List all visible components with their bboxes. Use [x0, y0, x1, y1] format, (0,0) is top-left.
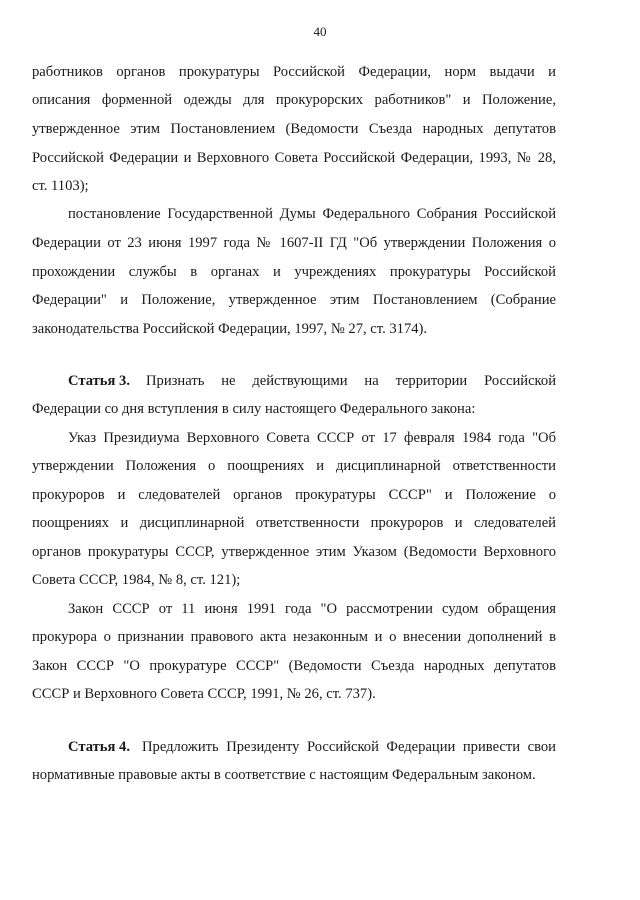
- text-line: Федерации от 23 июня 1997 года № 1607-II ГД "Об утверждении Положения о: [32, 235, 556, 251]
- text-line: Совета СССР, 1984, № 8, ст. 121);: [32, 572, 241, 588]
- text-line: нормативные правовые акты в соответствие с настоящим Федеральным законом.: [32, 767, 536, 783]
- text-line: Федерации со дня вступления в силу настоящего Федерального закона:: [32, 401, 476, 417]
- page-number: 40: [313, 24, 327, 39]
- text-line: постановление Государственной Думы Федерального Собрания Российской: [68, 206, 556, 222]
- text-line: Российской Федерации и Верховного Совета Российской Федерации, 1993, № 28,: [32, 150, 556, 166]
- text-line: ст. 1103);: [32, 178, 89, 194]
- text-line: Признать не действующими на территории Российской: [146, 373, 556, 389]
- text-line: прокуроров и следователей органов прокуратуры СССР" и Положение о: [32, 487, 556, 503]
- text-line: работников органов прокуратуры Российской Федерации, норм выдачи и: [32, 64, 556, 80]
- text-line: поощрениях и дисциплинарной ответственности прокуроров и следователей: [32, 515, 556, 531]
- text-line: Закон СССР "О прокуратуре СССР" (Ведомости Съезда народных депутатов: [32, 658, 556, 674]
- text-line: Федерации" и Положение, утвержденное этим Постановлением (Собрание: [32, 292, 556, 308]
- article-4-label: Статья 4.: [68, 739, 130, 755]
- text-line: утвержденное этим Постановлением (Ведомости Съезда народных депутатов: [32, 121, 556, 137]
- text-line: СССР и Верховного Совета СССР, 1991, № 26, ст. 737).: [32, 686, 376, 702]
- text-line: утверждении Положения о поощрениях и дисциплинарной ответственности: [32, 458, 556, 474]
- text-line: прохождении службы в органах и учреждениях прокуратуры Российской: [32, 264, 556, 280]
- text-line: описания форменной одежды для прокурорских работников" и Положение,: [32, 92, 556, 108]
- text-line: Предложить Президенту Российской Федерации привести свои: [142, 739, 556, 755]
- text-line: законодательства Российской Федерации, 1997, № 27, ст. 3174).: [32, 321, 428, 337]
- text-line: прокурора о признании правового акта незаконным и о внесении дополнений в: [32, 629, 556, 645]
- text-line: Указ Президиума Верховного Совета СССР от 17 февраля 1984 года "Об: [68, 430, 556, 446]
- text-line: органов прокуратуры СССР, утвержденное этим Указом (Ведомости Верховного: [32, 544, 556, 560]
- text-line: Закон СССР от 11 июня 1991 года "О рассмотрении судом обращения: [68, 601, 556, 617]
- article-3-label: Статья 3.: [68, 373, 130, 389]
